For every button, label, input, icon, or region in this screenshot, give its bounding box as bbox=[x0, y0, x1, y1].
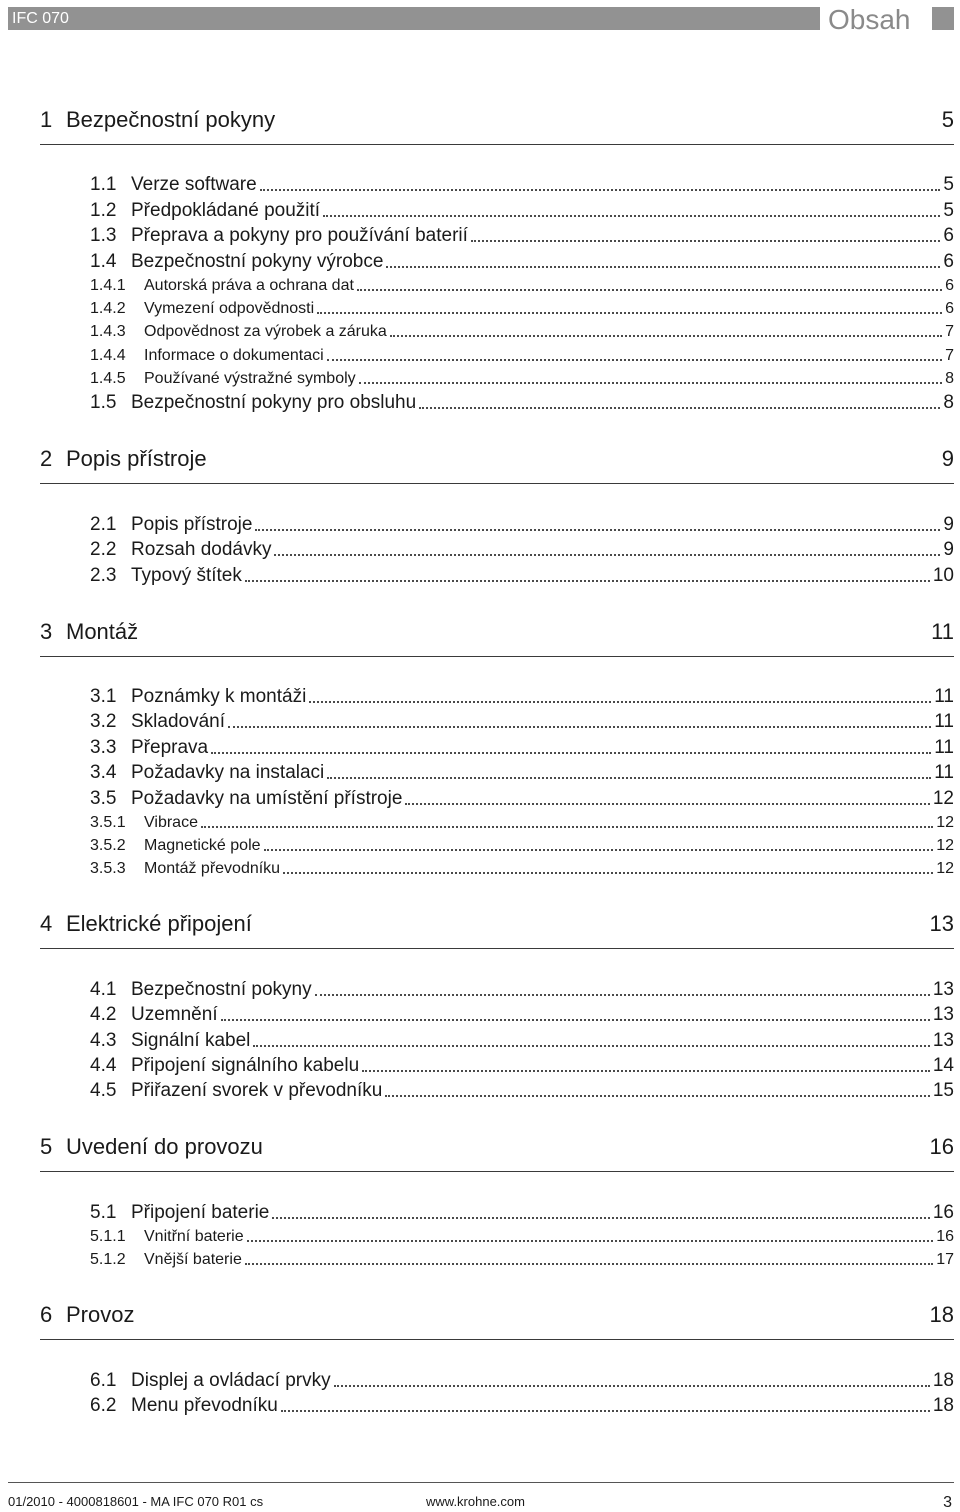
entry-page-number: 16 bbox=[932, 1201, 954, 1223]
toc-chapter-heading[interactable] bbox=[40, 616, 954, 657]
chapter-title: Uvedení do provozu bbox=[66, 1134, 263, 1160]
entry-number: 1.4.5 bbox=[90, 370, 126, 388]
dot-leader bbox=[253, 1045, 929, 1047]
toc-entry[interactable] bbox=[90, 785, 954, 810]
dot-leader bbox=[359, 382, 942, 384]
entry-title: Připojení baterie bbox=[131, 1201, 270, 1223]
toc-entry[interactable] bbox=[90, 562, 954, 587]
toc-chapter-heading[interactable] bbox=[40, 908, 954, 949]
entry-page-number: 6 bbox=[945, 276, 954, 294]
entry-title: Požadavky na instalaci bbox=[131, 762, 325, 784]
chapter-number: 1 bbox=[40, 107, 53, 132]
chapter-page-number: 11 bbox=[931, 618, 954, 644]
entry-page-number: 11 bbox=[934, 686, 954, 707]
toc-entry[interactable] bbox=[90, 1199, 954, 1224]
dot-leader bbox=[327, 777, 931, 779]
dot-leader bbox=[471, 240, 941, 242]
entry-title: Signální kabel bbox=[131, 1029, 251, 1051]
entry-title: Rozsah dodávky bbox=[131, 539, 272, 561]
toc-entry[interactable] bbox=[90, 343, 954, 366]
toc-entry[interactable] bbox=[90, 684, 954, 709]
entry-number: 2.3 bbox=[90, 564, 117, 586]
entry-number: 5.1.2 bbox=[90, 1251, 126, 1269]
entry-number: 4.1 bbox=[90, 978, 117, 1000]
dot-leader bbox=[247, 1240, 934, 1242]
entry-title: Připojení signálního kabelu bbox=[131, 1055, 360, 1077]
entry-number: 3.2 bbox=[90, 711, 117, 733]
chapter-title: Provoz bbox=[66, 1302, 135, 1328]
chapter-number: 2 bbox=[40, 446, 53, 472]
chapter-page-number: 9 bbox=[941, 446, 954, 472]
dot-leader bbox=[323, 215, 940, 217]
entry-page-number: 5 bbox=[943, 199, 954, 221]
entry-number: 4.4 bbox=[90, 1055, 117, 1077]
dot-leader bbox=[309, 701, 931, 703]
dot-leader bbox=[357, 289, 942, 291]
chapter-page-number: 5 bbox=[941, 107, 954, 132]
header-product-bar bbox=[8, 7, 820, 30]
toc-entry[interactable] bbox=[90, 197, 954, 222]
toc-entry[interactable] bbox=[90, 976, 954, 1001]
entry-title: Vnitřní baterie bbox=[144, 1228, 244, 1246]
dot-leader bbox=[390, 335, 942, 337]
entry-number: 3.5.3 bbox=[90, 860, 126, 878]
entry-title: Používané výstražné symboly bbox=[144, 370, 356, 388]
entry-title: Skladování bbox=[131, 711, 226, 733]
entry-page-number: 13 bbox=[932, 1004, 954, 1026]
entry-title: Požadavky na umístění přístroje bbox=[131, 787, 403, 809]
entry-page-number: 13 bbox=[932, 978, 954, 1000]
entry-title: Bezpečnostní pokyny bbox=[131, 978, 312, 1000]
chapter-title: Elektrické připojení bbox=[66, 911, 252, 937]
toc-entry[interactable] bbox=[90, 857, 954, 880]
entry-title: Přeprava bbox=[131, 736, 209, 758]
entry-page-number: 18 bbox=[932, 1369, 954, 1391]
entry-number: 1.4.2 bbox=[90, 300, 126, 318]
dot-leader bbox=[264, 849, 934, 851]
header-product-name: IFC 070 bbox=[12, 10, 69, 27]
toc-entry-list bbox=[40, 145, 954, 415]
toc-entry[interactable] bbox=[90, 367, 954, 390]
table-of-contents bbox=[40, 104, 954, 1418]
entry-page-number: 11 bbox=[934, 711, 954, 733]
entry-number: 1.1 bbox=[90, 174, 117, 196]
toc-entry[interactable] bbox=[90, 1225, 954, 1248]
dot-leader bbox=[201, 826, 933, 828]
entry-number: 3.5.1 bbox=[90, 813, 126, 831]
toc-entry[interactable] bbox=[90, 511, 954, 536]
dot-leader bbox=[283, 872, 933, 874]
entry-title: Typový štítek bbox=[131, 564, 242, 586]
entry-page-number: 11 bbox=[934, 736, 954, 758]
toc-entry[interactable] bbox=[90, 274, 954, 297]
toc-entry[interactable] bbox=[90, 709, 954, 734]
toc-chapter-heading[interactable] bbox=[40, 443, 954, 484]
toc-entry[interactable] bbox=[90, 1002, 954, 1027]
entry-number: 2.2 bbox=[90, 539, 117, 561]
entry-title: Předpokládané použití bbox=[131, 199, 321, 221]
entry-title: Menu převodníku bbox=[131, 1395, 278, 1417]
dot-leader bbox=[334, 1385, 930, 1387]
toc-entry[interactable] bbox=[90, 1248, 954, 1271]
entry-title: Vymezení odpovědnosti bbox=[144, 300, 315, 318]
toc-entry[interactable] bbox=[90, 811, 954, 834]
footer-doc-code: 01/2010 - 4000818601 - MA IFC 070 R01 cs bbox=[8, 1494, 264, 1509]
dot-leader bbox=[272, 1217, 929, 1219]
header-section-title: Obsah bbox=[828, 4, 911, 35]
toc-entry[interactable] bbox=[90, 297, 954, 320]
entry-title: Verze software bbox=[131, 174, 257, 196]
toc-entry[interactable] bbox=[90, 223, 954, 248]
toc-chapter-heading[interactable] bbox=[40, 1299, 954, 1340]
entry-title: Montáž převodníku bbox=[144, 860, 281, 878]
entry-number: 4.3 bbox=[90, 1029, 117, 1051]
toc-entry[interactable] bbox=[90, 1053, 954, 1078]
toc-entry[interactable] bbox=[90, 734, 954, 759]
dot-leader bbox=[315, 994, 930, 996]
toc-entry[interactable] bbox=[90, 834, 954, 857]
entry-number: 3.3 bbox=[90, 736, 117, 758]
dot-leader bbox=[274, 554, 940, 556]
entry-number: 5.1.1 bbox=[90, 1228, 126, 1246]
entry-page-number: 9 bbox=[943, 513, 954, 535]
chapter-number: 4 bbox=[40, 911, 53, 937]
toc-chapter-heading[interactable] bbox=[40, 1131, 954, 1172]
entry-number: 1.5 bbox=[90, 392, 117, 414]
toc-entry[interactable] bbox=[90, 320, 954, 343]
entry-title: Vibrace bbox=[144, 813, 198, 831]
entry-page-number: 15 bbox=[932, 1080, 954, 1102]
entry-page-number: 9 bbox=[943, 539, 954, 561]
entry-page-number: 6 bbox=[943, 250, 954, 272]
entry-number: 1.4 bbox=[90, 250, 117, 272]
entry-title: Bezpečnostní pokyny výrobce bbox=[131, 250, 384, 272]
entry-number: 4.5 bbox=[90, 1080, 117, 1102]
dot-leader bbox=[245, 1263, 933, 1265]
entry-title: Informace o dokumentaci bbox=[144, 346, 324, 364]
dot-leader bbox=[260, 189, 941, 191]
chapter-number: 5 bbox=[40, 1134, 53, 1160]
dot-leader bbox=[405, 803, 929, 805]
page-footer bbox=[8, 1482, 954, 1512]
dot-leader bbox=[228, 726, 931, 728]
toc-entry-list bbox=[40, 657, 954, 881]
entry-number: 1.3 bbox=[90, 225, 117, 247]
entry-number: 1.4.4 bbox=[90, 346, 126, 364]
toc-entry-list bbox=[40, 949, 954, 1103]
entry-page-number: 6 bbox=[945, 300, 954, 318]
dot-leader bbox=[419, 407, 940, 409]
chapter-number: 6 bbox=[40, 1302, 53, 1328]
toc-entry[interactable] bbox=[90, 537, 954, 562]
entry-page-number: 5 bbox=[943, 174, 954, 196]
entry-title: Uzemnění bbox=[131, 1004, 218, 1026]
toc-entry-list bbox=[40, 484, 954, 587]
entry-number: 3.4 bbox=[90, 762, 117, 784]
entry-title: Popis přístroje bbox=[131, 513, 253, 535]
entry-title: Přiřazení svorek v převodníku bbox=[131, 1080, 383, 1102]
dot-leader bbox=[317, 312, 942, 314]
toc-entry[interactable] bbox=[90, 1393, 954, 1418]
dot-leader bbox=[281, 1410, 930, 1412]
entry-page-number: 7 bbox=[945, 346, 954, 364]
dot-leader bbox=[386, 266, 940, 268]
chapter-title: Popis přístroje bbox=[66, 446, 207, 472]
footer-page-number: 3 bbox=[943, 1494, 952, 1511]
entry-page-number: 18 bbox=[932, 1395, 954, 1417]
toc-entry[interactable] bbox=[90, 172, 954, 197]
entry-page-number: 7 bbox=[945, 323, 954, 341]
entry-number: 1.2 bbox=[90, 199, 117, 221]
entry-number: 3.5 bbox=[90, 787, 117, 809]
entry-page-number: 11 bbox=[934, 762, 954, 784]
header-square-marker bbox=[932, 7, 954, 30]
toc-entry-list bbox=[40, 1340, 954, 1418]
toc-entry[interactable] bbox=[90, 760, 954, 785]
entry-number: 1.4.1 bbox=[90, 276, 126, 294]
toc-entry[interactable] bbox=[90, 1367, 954, 1392]
entry-title: Přeprava a pokyny pro používání baterií bbox=[131, 225, 468, 247]
chapter-title: Bezpečnostní pokyny bbox=[66, 107, 276, 132]
footer-rule bbox=[8, 1482, 954, 1483]
toc-entry[interactable] bbox=[90, 390, 954, 415]
chapter-page-number: 18 bbox=[929, 1302, 954, 1328]
entry-title: Vnější baterie bbox=[144, 1251, 242, 1269]
entry-page-number: 12 bbox=[936, 837, 954, 855]
toc-entry[interactable] bbox=[90, 1078, 954, 1103]
entry-page-number: 14 bbox=[932, 1055, 954, 1077]
entry-number: 6.2 bbox=[90, 1395, 117, 1417]
entry-page-number: 12 bbox=[936, 860, 954, 878]
entry-title: Poznámky k montáži bbox=[131, 686, 307, 707]
entry-title: Odpovědnost za výrobek a záruka bbox=[144, 323, 387, 341]
entry-number: 6.1 bbox=[90, 1369, 117, 1391]
entry-title: Autorská práva a ochrana dat bbox=[144, 276, 354, 294]
entry-number: 1.4.3 bbox=[90, 323, 126, 341]
page-header bbox=[8, 6, 954, 36]
dot-leader bbox=[385, 1095, 930, 1097]
chapter-page-number: 16 bbox=[929, 1134, 954, 1160]
entry-number: 2.1 bbox=[90, 513, 117, 535]
entry-number: 3.5.2 bbox=[90, 837, 126, 855]
chapter-number: 3 bbox=[40, 618, 53, 644]
dot-leader bbox=[211, 752, 931, 754]
dot-leader bbox=[255, 529, 940, 531]
dot-leader bbox=[245, 580, 930, 582]
dot-leader bbox=[327, 359, 942, 361]
entry-title: Magnetické pole bbox=[144, 837, 261, 855]
footer-website: www.krohne.com bbox=[426, 1494, 525, 1509]
entry-number: 3.1 bbox=[90, 686, 117, 707]
entry-page-number: 8 bbox=[945, 370, 954, 388]
toc-entry[interactable] bbox=[90, 1027, 954, 1052]
dot-leader bbox=[362, 1070, 930, 1072]
entry-title: Bezpečnostní pokyny pro obsluhu bbox=[131, 392, 417, 414]
dot-leader bbox=[221, 1019, 930, 1021]
entry-page-number: 10 bbox=[932, 564, 954, 586]
chapter-page-number: 13 bbox=[929, 911, 954, 937]
toc-entry-list bbox=[40, 1172, 954, 1271]
entry-page-number: 13 bbox=[932, 1029, 954, 1051]
entry-page-number: 16 bbox=[936, 1228, 954, 1246]
entry-page-number: 8 bbox=[943, 392, 954, 414]
entry-number: 4.2 bbox=[90, 1004, 117, 1026]
entry-page-number: 17 bbox=[936, 1251, 954, 1269]
entry-number: 5.1 bbox=[90, 1201, 117, 1223]
toc-chapter-heading[interactable] bbox=[40, 104, 954, 145]
toc-entry[interactable] bbox=[90, 248, 954, 273]
entry-page-number: 6 bbox=[943, 225, 954, 247]
entry-title: Displej a ovládací prvky bbox=[131, 1369, 331, 1391]
chapter-title: Montáž bbox=[66, 618, 139, 644]
entry-page-number: 12 bbox=[936, 813, 954, 831]
entry-page-number: 12 bbox=[932, 787, 954, 809]
